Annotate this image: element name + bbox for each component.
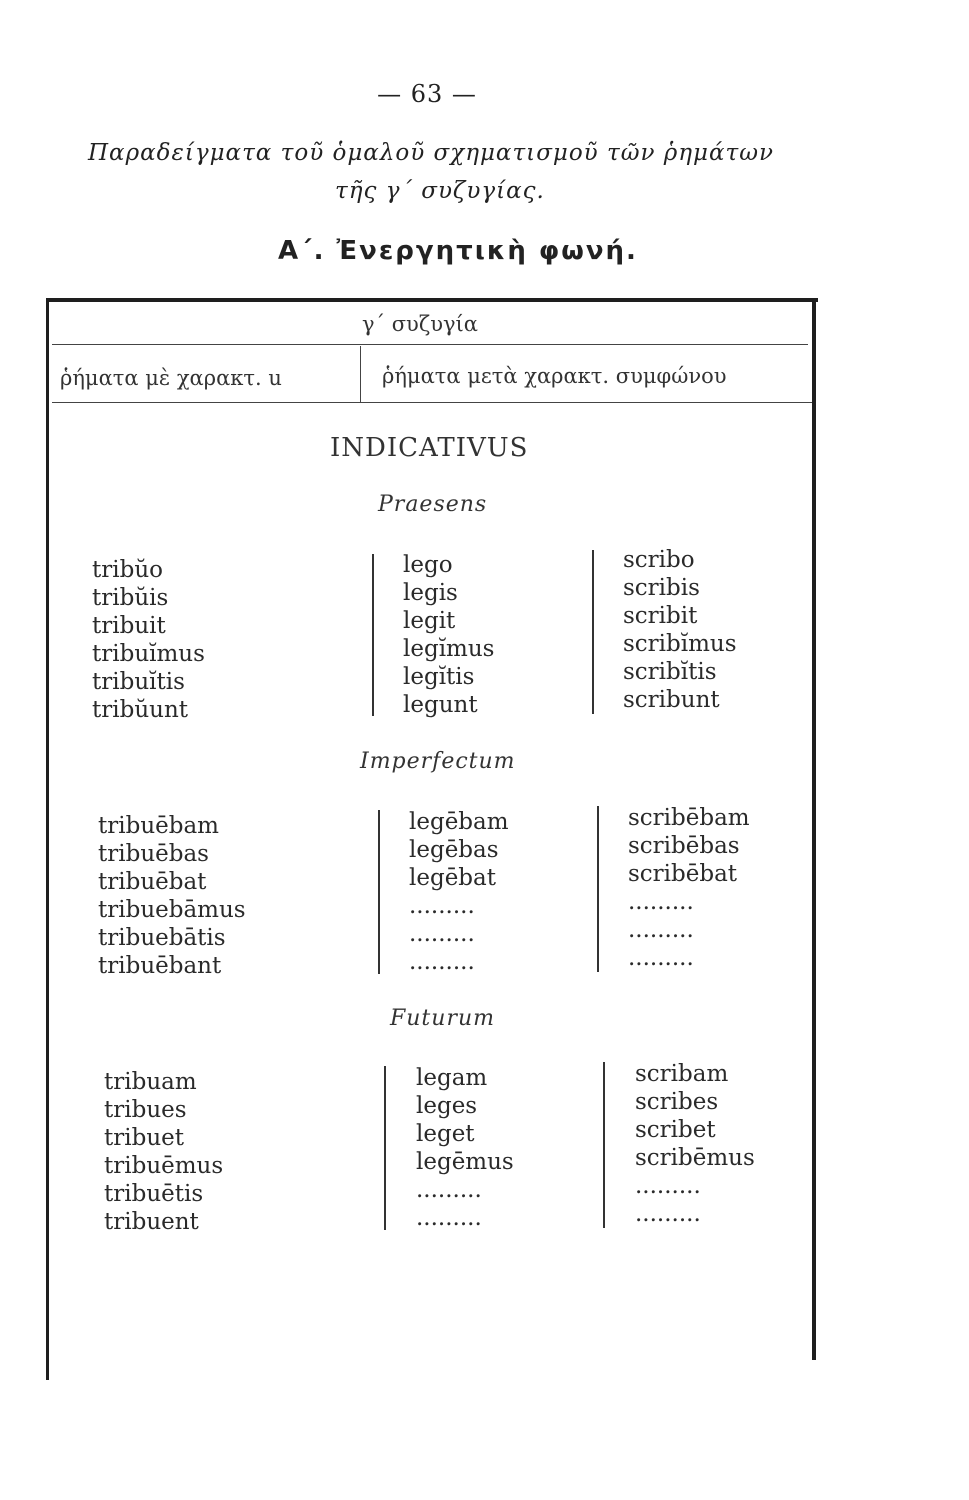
tense-title-imperfectum: Imperfectum	[360, 749, 516, 774]
form-cell: tribuēbat	[98, 869, 207, 895]
imperfectum-column-2	[409, 808, 509, 976]
form-cell: legēbas	[409, 837, 499, 863]
form-cell: legĭtis	[403, 664, 475, 690]
form-cell: tribuebātis	[98, 925, 226, 951]
form-cell: tribuit	[92, 613, 166, 639]
form-cell: tribuet	[104, 1125, 184, 1151]
page-number: — 63 —	[377, 80, 477, 108]
form-cell: .........	[409, 921, 475, 947]
column-divider	[603, 1062, 605, 1228]
imperfectum-column-3	[628, 804, 750, 972]
form-cell: scribam	[635, 1061, 729, 1087]
form-cell: tribuĭmus	[92, 641, 205, 667]
heading-line-1: Παραδείγματα τοῦ ὁμαλοῦ σχηματισμοῦ τῶν ῥημάτων	[88, 140, 774, 166]
form-cell: .........	[635, 1173, 701, 1199]
table-header-divider	[52, 344, 808, 345]
form-cell: tribuēmus	[104, 1153, 224, 1179]
form-cell: tribuebāmus	[98, 897, 246, 923]
futurum-column-2	[416, 1064, 514, 1232]
form-cell: scribēbam	[628, 805, 750, 831]
form-cell: tribuēbam	[98, 813, 219, 839]
form-cell: leges	[416, 1093, 478, 1119]
form-cell: tribuēbas	[98, 841, 209, 867]
futurum-column-3	[635, 1060, 755, 1228]
column-divider	[372, 554, 374, 716]
form-cell: scribo	[623, 547, 695, 573]
column-divider	[384, 1066, 386, 1230]
form-cell: tribŭo	[92, 557, 163, 583]
praesens-column-2	[403, 551, 494, 719]
praesens-column-3	[623, 546, 737, 714]
form-cell: legit	[403, 608, 456, 634]
form-cell: lego	[403, 552, 453, 578]
column-divider	[592, 550, 594, 714]
praesens-column-1	[92, 556, 205, 724]
tense-title-futurum: Futurum	[390, 1006, 495, 1031]
section-title: Α΄. Ἐνεργητικὴ φωνή.	[278, 236, 638, 266]
conjugation-header: γ΄ συζυγία	[362, 312, 478, 336]
heading-line-2: τῆς γ΄ συζυγίας.	[335, 178, 545, 204]
form-cell: tribuēbant	[98, 953, 222, 979]
form-cell: tribues	[104, 1097, 187, 1123]
form-cell: legēbam	[409, 809, 509, 835]
form-cell: scribet	[635, 1117, 716, 1143]
imperfectum-column-1	[98, 812, 246, 980]
form-cell: tribŭunt	[92, 697, 188, 723]
form-cell: legēmus	[416, 1149, 514, 1175]
form-cell: tribuent	[104, 1209, 199, 1235]
mood-title: INDICATIVUS	[330, 433, 529, 463]
tense-title-praesens: Praesens	[378, 492, 488, 517]
form-cell: scribunt	[623, 687, 720, 713]
form-cell: scribēmus	[635, 1145, 755, 1171]
form-cell: scribĭtis	[623, 659, 717, 685]
form-cell: legĭmus	[403, 636, 495, 662]
futurum-column-1	[104, 1068, 223, 1236]
form-cell: scribēbas	[628, 833, 740, 859]
form-cell: .........	[628, 945, 694, 971]
form-cell: .........	[416, 1177, 482, 1203]
form-cell: legam	[416, 1065, 488, 1091]
subheader-left: ῥήματα μὲ χαρακτ. u	[60, 366, 282, 390]
table-left-border	[46, 298, 49, 1380]
form-cell: tribuētis	[104, 1181, 204, 1207]
form-cell: scribĭmus	[623, 631, 737, 657]
form-cell: legunt	[403, 692, 478, 718]
subheader-right: ῥήματα μετὰ χαρακτ. συμφώνου	[382, 364, 727, 388]
form-cell: .........	[628, 889, 694, 915]
form-cell: scribēbat	[628, 861, 738, 887]
column-divider	[378, 810, 380, 974]
form-cell: .........	[628, 917, 694, 943]
table-right-border	[812, 298, 816, 1360]
form-cell: leget	[416, 1121, 475, 1147]
form-cell: scribis	[623, 575, 700, 601]
form-cell: tribuĭtis	[92, 669, 185, 695]
form-cell: .........	[416, 1205, 482, 1231]
form-cell: scribit	[623, 603, 698, 629]
table-subheader-divider	[52, 402, 812, 403]
form-cell: .........	[635, 1201, 701, 1227]
form-cell: legēbat	[409, 865, 496, 891]
form-cell: tribuam	[104, 1069, 197, 1095]
column-divider	[597, 806, 599, 972]
form-cell: legis	[403, 580, 458, 606]
subheader-column-divider	[360, 346, 361, 402]
form-cell: .........	[409, 893, 475, 919]
form-cell: scribes	[635, 1089, 719, 1115]
table-top-border	[46, 298, 818, 302]
form-cell: .........	[409, 949, 475, 975]
form-cell: tribŭis	[92, 585, 169, 611]
